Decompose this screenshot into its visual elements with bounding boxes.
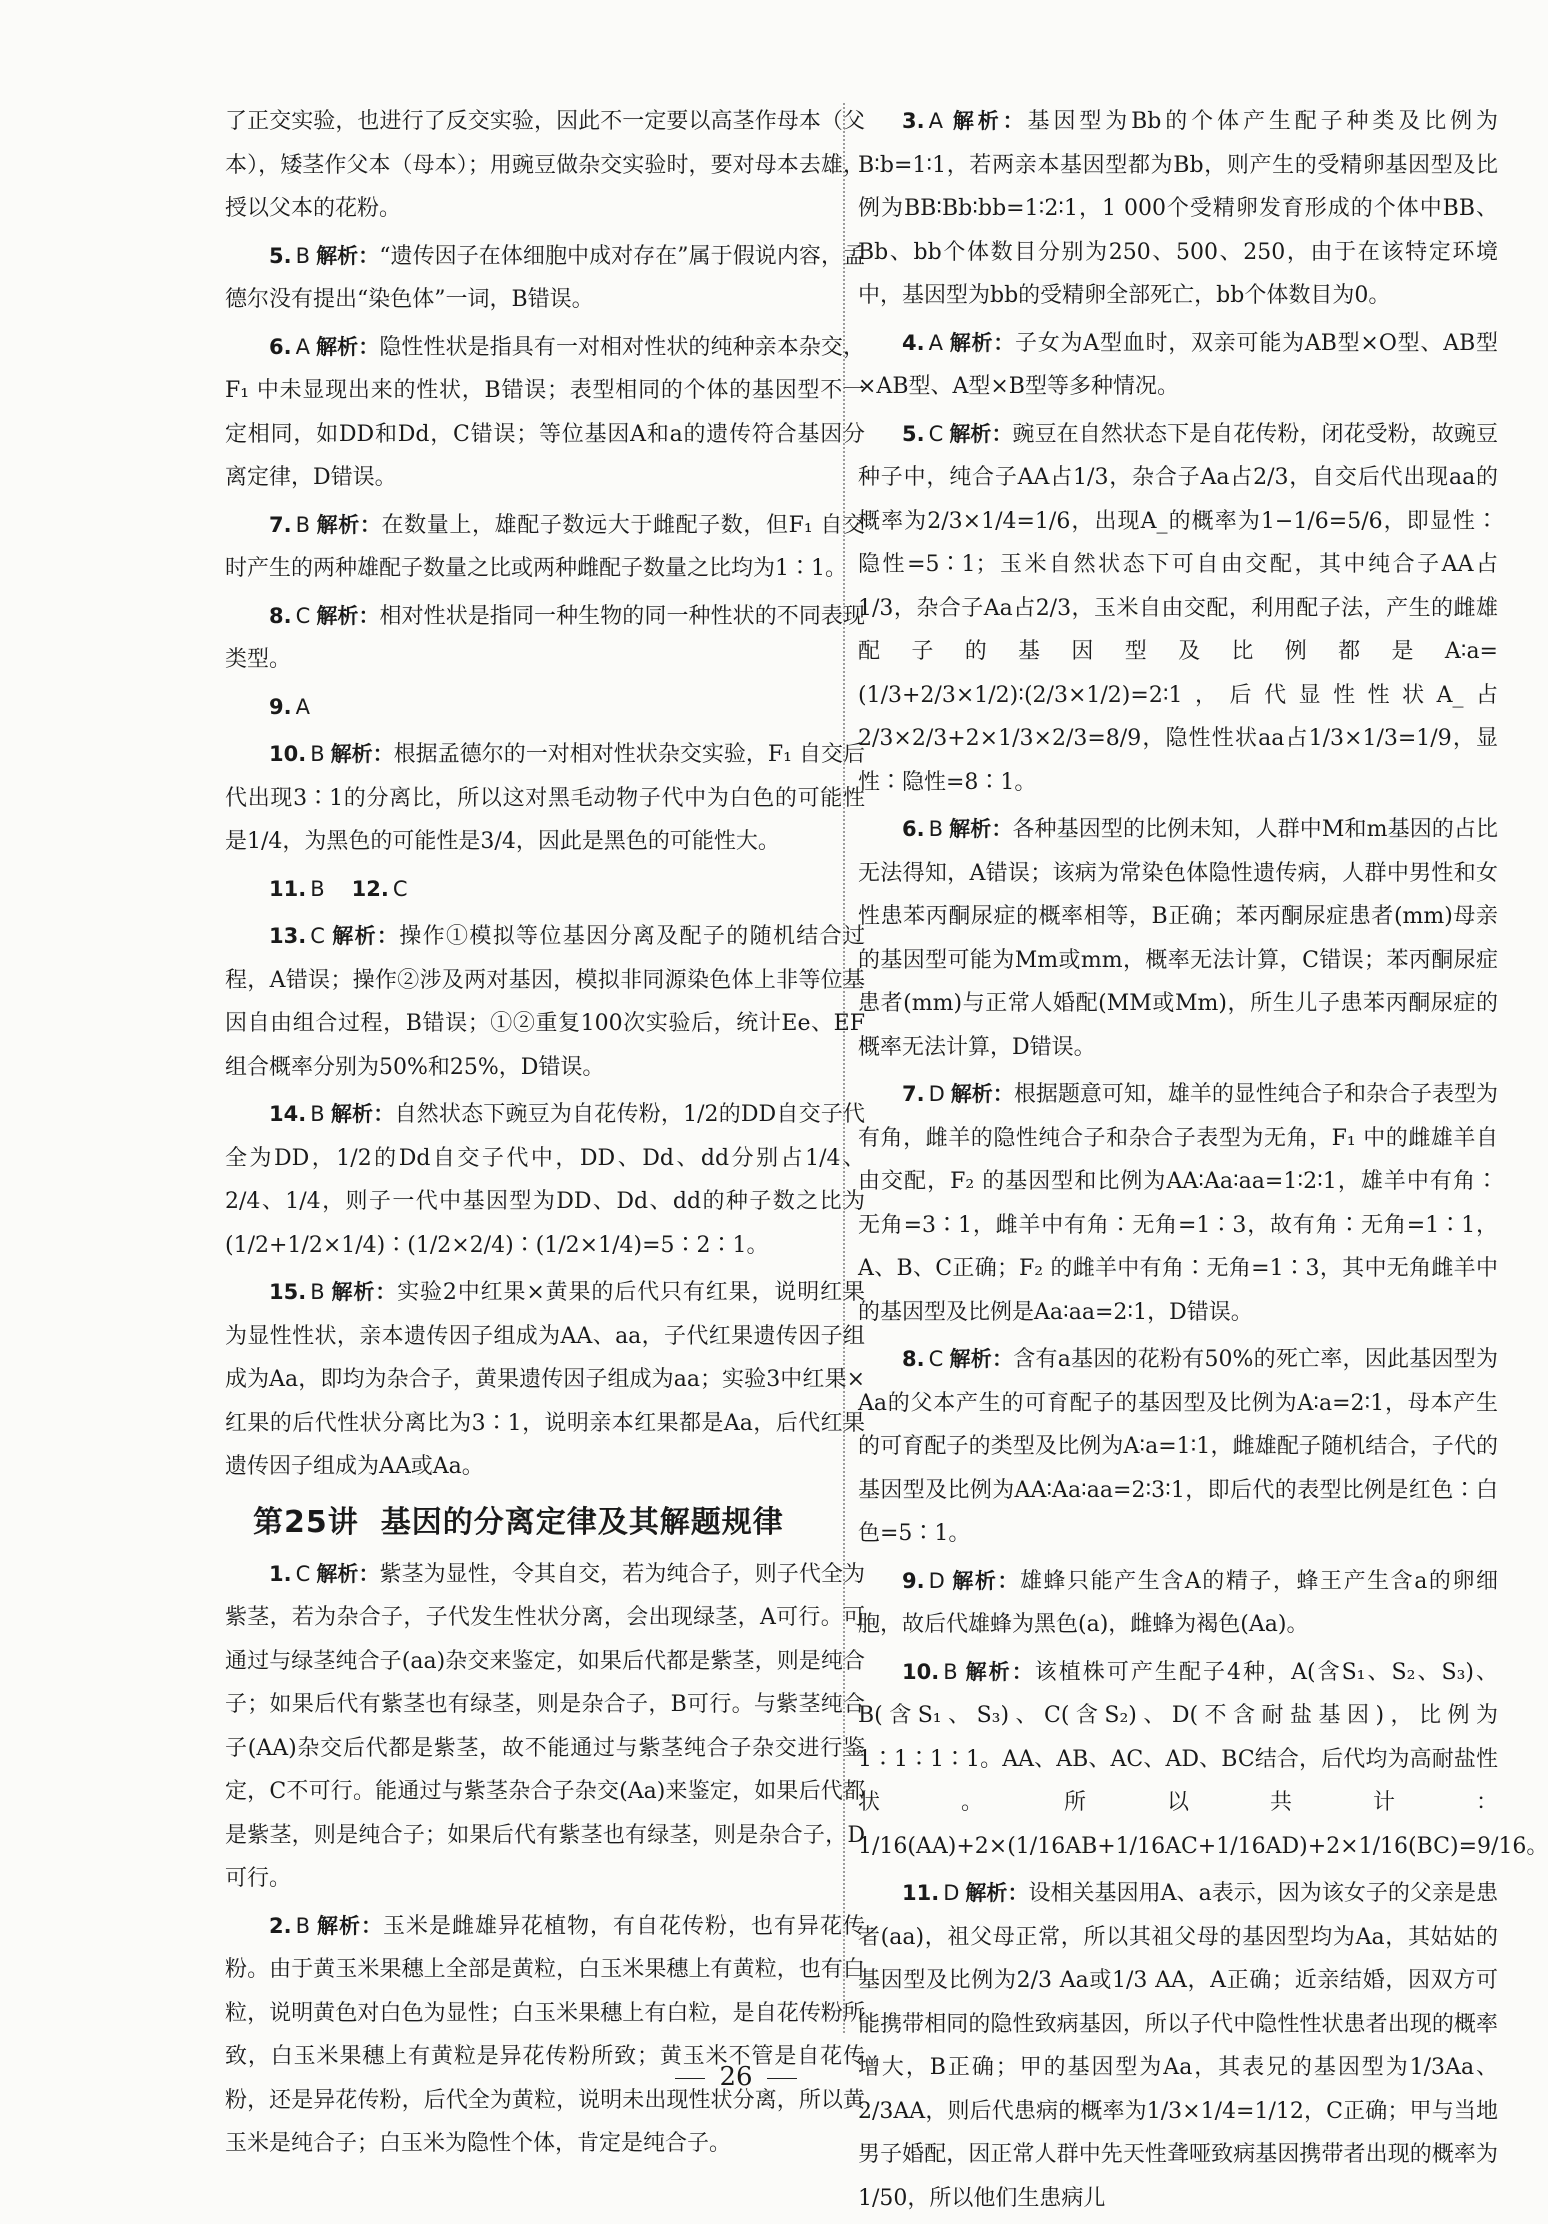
analysis-text: 豌豆在自然状态下是自花传粉，闭花受粉，故豌豆种子中，纯合子AA占1/3，杂合子Aa占2/3，自交后代出现aa的概率为2/3×1/4=1/6，出现A_的概率为1−1/6=5/6，即显性∶隐性=5∶1；玉米自然状态下可自由交配，其中纯合子AA占1/3，杂合子Aa占2/3，玉米自由交配，利用配子法，产生的雌雄配子的基因型及比例都是A∶a=(1/3+2/3×1/2)∶(2/3×1/2)=2∶1，后代显性性状A_占2/3×2/3+2×1/3×2/3=8/9，隐性性状aa占1/3×1/3=1/9，显性∶隐性=8∶1。 [858,421,1498,795]
analysis-text: 根据孟德尔的一对相对性状杂交实验，F₁ 自交后代出现3∶1的分离比，所以这对黑毛动物子代中为白色的可能性是1/4，为黑色的可能性是3/4，因此是黑色的可能性大。 [225,742,865,854]
footer-dash-right [767,2078,797,2079]
analysis-text: 基因型为Bb的个体产生配子种类及比例为B∶b=1∶1，若两亲本基因型都为Bb，则产生的受精卵基因型及比例为BB∶Bb∶bb=1∶2∶1，1 000个受精卵发育形成的个体中BB、Bb、bb个体数目分别为250、500、250，由于在该特定环境中，基因型为bb的受精卵全部死亡，bb个体数目为0。 [858,109,1498,308]
analysis-text: 子女为A型血时，双亲可能为AB型×O型、AB型×AB型、A型×B型等多种情况。 [858,330,1499,399]
analysis-label: 解析： [330,742,394,766]
analysis-label: 解析： [315,334,380,359]
analysis-label: 解析： [330,924,400,948]
question-number: 12. [351,876,389,901]
question-number: 11. [269,876,307,901]
analysis-label: 解析： [316,603,380,628]
analysis-label: 解析： [949,1347,1014,1371]
answer-item [225,1553,865,1901]
answer-item [858,808,1498,1069]
answer-letter: D [943,1881,960,1905]
answer-letter: B [295,512,311,537]
answer-letter: B [295,243,311,268]
answer-letter: D [928,1568,945,1593]
answer-letter: B [310,742,325,766]
analysis-label: 解析： [950,1082,1014,1106]
question-number: 14. [269,1102,307,1126]
analysis-text: 操作①模拟等位基因分离及配子的随机结合过程，A错误；操作②涉及两对基因，模拟非同源染色体上非等位基因自由组合过程，B错误；①②重复100次实验后，统计Ee、EF组合概率分别为50%和25%，D错误。 [225,924,865,1080]
answer-letter: B [310,1102,325,1126]
answer-item [225,915,865,1089]
answer-item [858,1073,1498,1334]
answer-item [225,868,865,912]
answer-item [225,504,865,591]
page-footer [0,2062,1472,2092]
question-number: 10. [269,742,307,766]
analysis-text: 实验2中红果×黄果的后代只有红果，说明红果为显性性状，亲本遗传因子组成为AA、aa，子代红果遗传因子组成为Aa，即均为杂合子，黄果遗传因子组成为aa；实验3中红果×红果的后代性状分离比为3∶1，说明亲本红果都是Aa，后代红果遗传因子组成为AA或Aa。 [225,1280,866,1479]
footer-dash-left [675,2078,705,2079]
question-number: 7. [269,512,292,537]
question-number: 9. [269,694,292,719]
question-number: 8. [269,603,292,628]
answer-letter: A [295,694,310,719]
answer-letter: B [295,1913,311,1938]
answer-item [858,100,1498,318]
analysis-label: 解析： [316,1913,384,1938]
analysis-label: 解析： [949,817,1013,841]
answer-letter: C [295,1561,311,1586]
answer-letter: A [928,109,943,133]
answer-item [225,1905,865,2166]
analysis-label: 解析： [330,1280,398,1304]
answer-list-part1 [225,235,865,1489]
answer-letter: A [928,330,943,355]
analysis-text: 自然状态下豌豆为自花传粉，1/2的DD自交子代全为DD，1/2的Dd自交子代中，DD、Dd、dd分别占1/4、2/4、1/4，则子一代中基因型为DD、Dd、dd的种子数之比为(1/2+1/2×1/4)∶(1/2×2/4)∶(1/2×1/4)=5∶2∶1。 [225,1102,866,1258]
question-number: 11. [902,1881,940,1905]
left-column [225,100,865,2170]
answer-item [858,413,1498,805]
question-number: 5. [902,421,925,446]
analysis-text: 隐性性状是指具有一对相对性状的纯种亲本杂交，F₁ 中未显现出来的性状，B错误；表型相同的个体的基因型不一定相同，如DD和Dd，C错误；等位基因A和a的遗传符合基因分离定律，D错误。 [225,334,865,490]
analysis-text: 该植株可产生配子4种，A(含S₁、S₂、S₃)、B(含S₁、S₃)、C(含S₂)、D(不含耐盐基因)，比例为1∶1∶1∶1。AA、AB、AC、AD、BC结合，后代均为高耐盐性状。所以共计：1/16(AA)+2×(1/16AB+1/16AC+1/16AD)+2×1/16(BC)=9/16。 [858,1659,1548,1859]
question-number: 7. [902,1082,925,1106]
analysis-text: 在数量上，雄配子数远大于雌配子数，但F₁ 自交时产生的两种雄配子数量之比或两种雌配子数量之比均为1∶1。 [225,512,865,581]
analysis-text: 相对性状是指同一种生物的同一种性状的不同表现类型。 [225,603,865,672]
question-number: 9. [902,1568,925,1593]
question-number: 8. [902,1347,925,1371]
answer-letter: B [943,1659,958,1684]
answer-item [225,1093,865,1267]
analysis-text: 雄蜂只能产生含A的精子，蜂王产生含a的卵细胞，故后代雄蜂为黑色(a)，雌蜂为褐色(Aa)。 [858,1568,1498,1637]
answer-letter: C [310,924,325,948]
answer-letter: B [310,1280,325,1304]
answer-item [225,326,865,500]
answer-item [858,1338,1498,1556]
analysis-label: 解析： [330,1102,395,1126]
answer-item [858,1651,1548,1869]
answer-item [858,1872,1498,2220]
analysis-text: 根据题意可知，雄羊的显性纯合子和杂合子表型为有角，雌羊的隐性纯合子和杂合子表型为无角，F₁ 中的雌雄羊自由交配，F₂ 的基因型和比例为AA∶Aa∶aa=1∶2∶1，雄羊中有角∶无角=3∶1，雌羊中有角∶无角=1∶3，故有角∶无角=1∶1，A、B、C正确；F₂ 的雌羊中有角∶无角=1∶3，其中无角雌羊中的基因型及比例是Aa∶aa=2∶1，D错误。 [858,1082,1498,1325]
answer-letter: B [310,876,325,901]
right-column [858,100,1548,2224]
analysis-label: 解析： [949,421,1013,446]
answer-letter: C [928,421,944,446]
continued-paragraph: 了正交实验，也进行了反交实验，因此不一定要以高茎作母本（父本），矮茎作父本（母本）；用豌豆做杂交实验时，要对母本去雄，授以父本的花粉。 [225,109,865,221]
analysis-label: 解析： [316,243,380,268]
question-number: 6. [902,817,925,841]
analysis-text: “遗传因子在体细胞中成对存在”属于假说内容，孟德尔没有提出“染色体”一词，B错误。 [225,243,866,312]
analysis-label: 解析： [950,1568,1020,1593]
answer-letter: C [928,1347,944,1371]
analysis-text: 含有a基因的花粉有50%的死亡率，因此基因型为Aa的父本产生的可育配子的基因型及比例为A∶a=2∶1，母本产生的可育配子的类型及比例为A∶a=1∶1，雌雄配子随机结合，子代的基因型及比例为AA∶Aa∶aa=2∶3∶1，即后代的表型比例是红色∶白色=5∶1。 [858,1347,1498,1546]
answer-letter: D [928,1082,945,1106]
question-number: 6. [269,334,292,359]
analysis-label: 解析： [965,1881,1029,1905]
analysis-label: 解析： [316,512,382,537]
analysis-label: 解析： [948,330,1016,355]
answer-item [225,686,865,730]
answer-item [858,1560,1498,1647]
question-number: 5. [269,243,292,268]
question-number: 1. [269,1561,292,1586]
answer-letter: C [295,603,311,628]
question-number: 15. [269,1280,307,1304]
analysis-text: 设相关基因用A、a表示，因为该女子的父亲是患者(aa)，祖父母正常，所以其祖父母的基因型均为Aa，其姑姑的基因型及比例为2/3 Aa或1/3 AA，A正确；近亲结婚，因双方可能携带相同的隐性致病基因，所以子代中隐性性状患者出现的概率增大，B正确；甲的基因型为Aa，其表兄的基因型为1/3Aa、2/3AA，则后代患病的概率为1/3×1/4=1/12，C正确；甲与当地男子婚配，因正常人群中先天性聋哑致病基因携带者出现的概率为1/50，所以他们生患病儿 [858,1881,1499,2211]
question-number: 2. [269,1913,292,1938]
answer-letter: A [295,334,310,359]
page-number: 26 [719,2062,753,2092]
analysis-label: 解析： [948,109,1028,133]
analysis-text: 玉米是雌雄异花植物，有自花传粉，也有异花传粉。由于黄玉米果穗上全部是黄粒，白玉米果穗上有黄粒，也有白粒，说明黄色对白色为显性；白玉米果穗上有白粒，是自花传粉所致，白玉米果穗上有黄粒是异花传粉所致；黄玉米不管是自花传粉，还是异花传粉，后代全为黄粒，说明未出现性状分离，所以黄玉米是纯合子；白玉米为隐性个体，肯定是纯合子。 [225,1913,865,2156]
answer-item [858,322,1498,409]
question-number: 13. [269,924,307,948]
analysis-text: 各种基因型的比例未知，人群中M和m基因的占比无法得知，A错误；该病为常染色体隐性遗传病，人群中男性和女性患苯丙酮尿症的概率相等，B正确；苯丙酮尿症患者(mm)母亲的基因型可能为Mm或mm，概率无法计算，C错误；苯丙酮尿症患者(mm)与正常人婚配(MM或Mm)，所生儿子患苯丙酮尿症的概率无法计算，D错误。 [858,817,1499,1060]
answer-item [225,733,865,864]
analysis-label: 解析： [316,1561,380,1586]
answer-letter: B [928,817,944,841]
answer-item [225,595,865,682]
answer-item [225,235,865,322]
lecture-number: 第25讲 [253,1504,359,1540]
question-number: 10. [902,1659,940,1684]
analysis-text: 紫茎为显性，令其自交，若为纯合子，则子代全为紫茎，若为杂合子，子代发生性状分离，会出现绿茎，A可行。可通过与绿茎纯合子(aa)杂交来鉴定，如果后代都是紫茎，则是纯合子；如果后代有紫茎也有绿茎，则是杂合子，B可行。与紫茎纯合子(AA)杂交后代都是紫茎，故不能通过与紫茎纯合子杂交进行鉴定，C不可行。能通过与紫茎杂合子杂交(Aa)来鉴定，如果后代都是紫茎，则是纯合子；如果后代有紫茎也有绿茎，则是杂合子，D可行。 [225,1561,865,1891]
analysis-label: 解析： [963,1659,1035,1684]
answer-list-right [858,100,1548,2220]
lecture-title: 基因的分离定律及其解题规律 [380,1504,784,1540]
answer-item [225,1271,865,1489]
question-number: 3. [902,109,925,133]
question-number: 4. [902,330,925,355]
answer-letter: C [392,876,408,901]
section-heading [253,1503,865,1543]
